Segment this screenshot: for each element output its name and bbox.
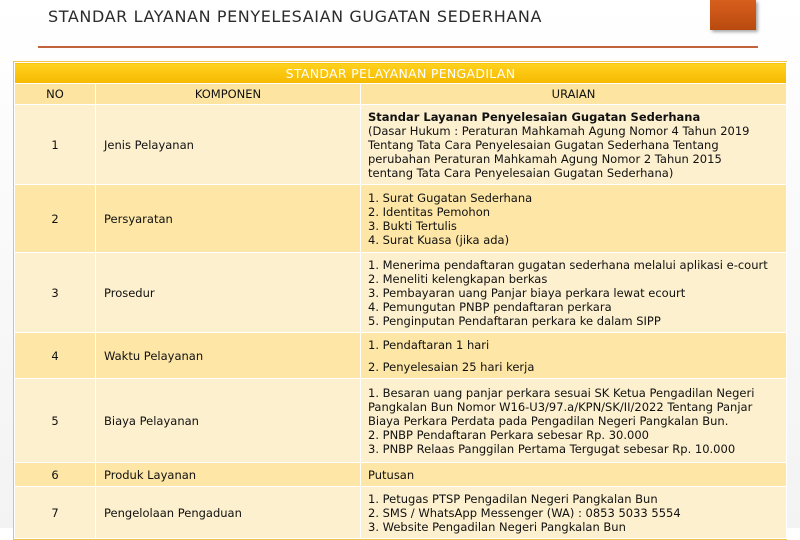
row-komponen: Waktu Pelayanan (96, 333, 361, 379)
header-uraian: URAIAN (361, 84, 787, 105)
row-uraian (361, 185, 787, 253)
table-row (15, 253, 787, 333)
table-row (15, 379, 787, 463)
row-number: 6 (15, 463, 96, 487)
row-komponen: Pengelolaan Pengaduan (96, 487, 361, 539)
row-komponen: Persyaratan (96, 185, 361, 253)
header-no: NO (15, 84, 96, 105)
row-komponen: Produk Layanan (96, 463, 361, 487)
row-number: 7 (15, 487, 96, 539)
uraian-line: Tentang Tata Cara Penyelesaian Gugatan Sederhana Tentang (368, 137, 719, 152)
table-row (15, 185, 787, 253)
uraian-line: 1. Petugas PTSP Pengadilan Negeri Pangkalan Bun (368, 491, 658, 506)
row-number: 5 (15, 379, 96, 463)
uraian-line: 1. Besaran uang panjar perkara sesuai SK Ketua Pengadilan Negeri (368, 385, 755, 400)
row-uraian (361, 105, 787, 185)
table-row (15, 487, 787, 539)
uraian-line: tentang Tata Cara Penyelesaian Gugatan Sederhana) (368, 165, 674, 180)
service-standard-table (14, 62, 787, 539)
uraian-line: perubahan Peraturan Mahkamah Agung Nomor 2 Tahun 2015 (368, 151, 722, 166)
table-banner: STANDAR PELAYANAN PENGADILAN (15, 63, 787, 84)
page-title: STANDAR LAYANAN PENYELESAIAN GUGATAN SEDERHANA (48, 7, 543, 26)
uraian-line: 2. PNBP Pendaftaran Perkara sebesar Rp. 30.000 (368, 427, 649, 442)
uraian-line: (Dasar Hukum : Peraturan Mahkamah Agung Nomor 4 Tahun 2019 (368, 123, 750, 138)
uraian-line: 4. Pemungutan PNBP pendaftaran perkara (368, 299, 612, 314)
table-row (15, 463, 787, 487)
uraian-line: 3. PNBP Relaas Panggilan Pertama Tergugat sebesar Rp. 10.000 (368, 441, 736, 456)
uraian-line: 2. Meneliti kelengkapan berkas (368, 271, 548, 286)
uraian-line: Biaya Perkara Perdata pada Pengadilan Negeri Pangkalan Bun. (368, 413, 729, 428)
table-row (15, 333, 787, 379)
row-number: 3 (15, 253, 96, 333)
uraian-lead: Standar Layanan Penyelesaian Gugatan Sederhana (368, 109, 701, 124)
row-uraian (361, 487, 787, 539)
uraian-line: 1. Menerima pendaftaran gugatan sederhana melalui aplikasi e-court (368, 257, 768, 272)
line-gap (368, 352, 780, 360)
uraian-line: 1. Pendaftaran 1 hari (368, 337, 490, 352)
row-komponen: Prosedur (96, 253, 361, 333)
uraian-line: 3. Website Pengadilan Negeri Pangkalan Bun (368, 519, 626, 534)
row-number: 2 (15, 185, 96, 253)
row-uraian (361, 253, 787, 333)
uraian-line: 3. Bukti Tertulis (368, 218, 457, 233)
uraian-line: Pangkalan Bun Nomor W16-U3/97.a/KPN/SK/II/2022 Tentang Panjar (368, 399, 753, 414)
row-komponen: Jenis Pelayanan (96, 105, 361, 185)
row-uraian (361, 333, 787, 379)
title-divider (38, 46, 758, 48)
row-uraian (361, 379, 787, 463)
row-komponen: Biaya Pelayanan (96, 379, 361, 463)
row-number: 4 (15, 333, 96, 379)
header-komponen: KOMPONEN (96, 84, 361, 105)
corner-decoration (710, 0, 756, 30)
uraian-line: Putusan (368, 467, 415, 482)
uraian-line: 4. Surat Kuasa (jika ada) (368, 232, 510, 247)
uraian-line: 2. SMS / WhatsApp Messenger (WA) : 0853 5033 5554 (368, 505, 681, 520)
uraian-line: 2. Identitas Pemohon (368, 204, 491, 219)
uraian-line: 1. Surat Gugatan Sederhana (368, 190, 533, 205)
table-row (15, 105, 787, 185)
uraian-line: 3. Pembayaran uang Panjar biaya perkara lewat ecourt (368, 285, 686, 300)
row-number: 1 (15, 105, 96, 185)
uraian-line: 2. Penyelesaian 25 hari kerja (368, 359, 535, 374)
service-standard-table-container (13, 61, 787, 540)
uraian-line: 5. Penginputan Pendaftaran perkara ke dalam SIPP (368, 313, 661, 328)
row-uraian (361, 463, 787, 487)
